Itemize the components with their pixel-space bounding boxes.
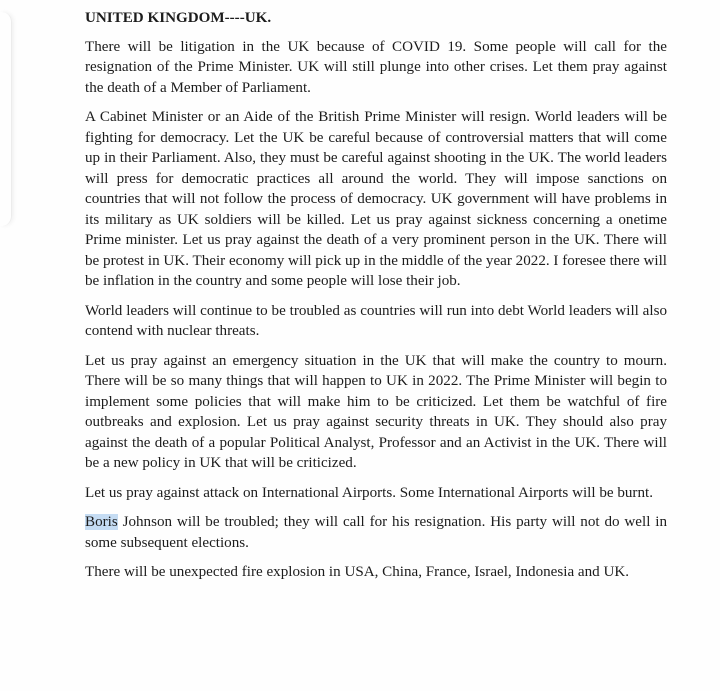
document-title: UNITED KINGDOM----UK.	[85, 10, 272, 26]
document-body	[85, 8, 667, 592]
page-edge-shadow	[0, 12, 12, 226]
paragraph-airports: Let us pray against attack on International Airports. Some International Airports will be burnt.	[85, 484, 653, 501]
paragraph-litigation: There will be litigation in the UK because of COVID 19. Some people will call for the resignation of the Prime Minister. UK will still plunge into other crises. Let them pray against the death of a Member of Parliament.	[85, 38, 667, 96]
paragraph-cabinet-minister: A Cabinet Minister or an Aide of the British Prime Minister will resign. World leaders will be fighting for democracy. Let the UK be careful because of controversial matters that will come up in their Parliament. Also, they must be careful against shooting in the UK. The world leaders will press for democratic practices all around the world. They will impose sanctions on countries that will not follow the process of democracy. UK government will have problems in its military as UK soldiers will be killed. Let us pray against sickness concerning a onetime Prime minister. Let us pray against the death of a very prominent person in the UK. There will be protest in UK. Their economy will pick up in the middle of the year 2022. I foresee there will be inflation in the country and some people will lose their job.	[85, 109, 667, 289]
paragraph-world-leaders: World leaders will continue to be troubled as countries will run into debt World leaders will also contend with nuclear threats.	[85, 302, 667, 339]
paragraph-boris-rest: Johnson will be troubled; they will call for his resignation. His party will not do well in some subsequent elections.	[85, 514, 667, 551]
paragraph-fire-explosion: There will be unexpected fire explosion in USA, China, France, Israel, Indonesia and UK.	[85, 564, 630, 580]
paragraph-boris-johnson	[85, 512, 667, 553]
selected-text-highlight[interactable]: Boris	[85, 514, 118, 530]
paragraph-emergency: Let us pray against an emergency situation in the UK that will make the country to mourn. There will be so many things that will happen to UK in 2022. The Prime Minister will begin to implement some policies that will make him to be criticized. Let them be watchful of fire outbreaks and explosion. Let us pray against security threats in UK. They should also pray against the death of a popular Political Analyst, Professor and an Activist in the UK. There will be a new policy in UK that will be criticized.	[85, 352, 667, 471]
